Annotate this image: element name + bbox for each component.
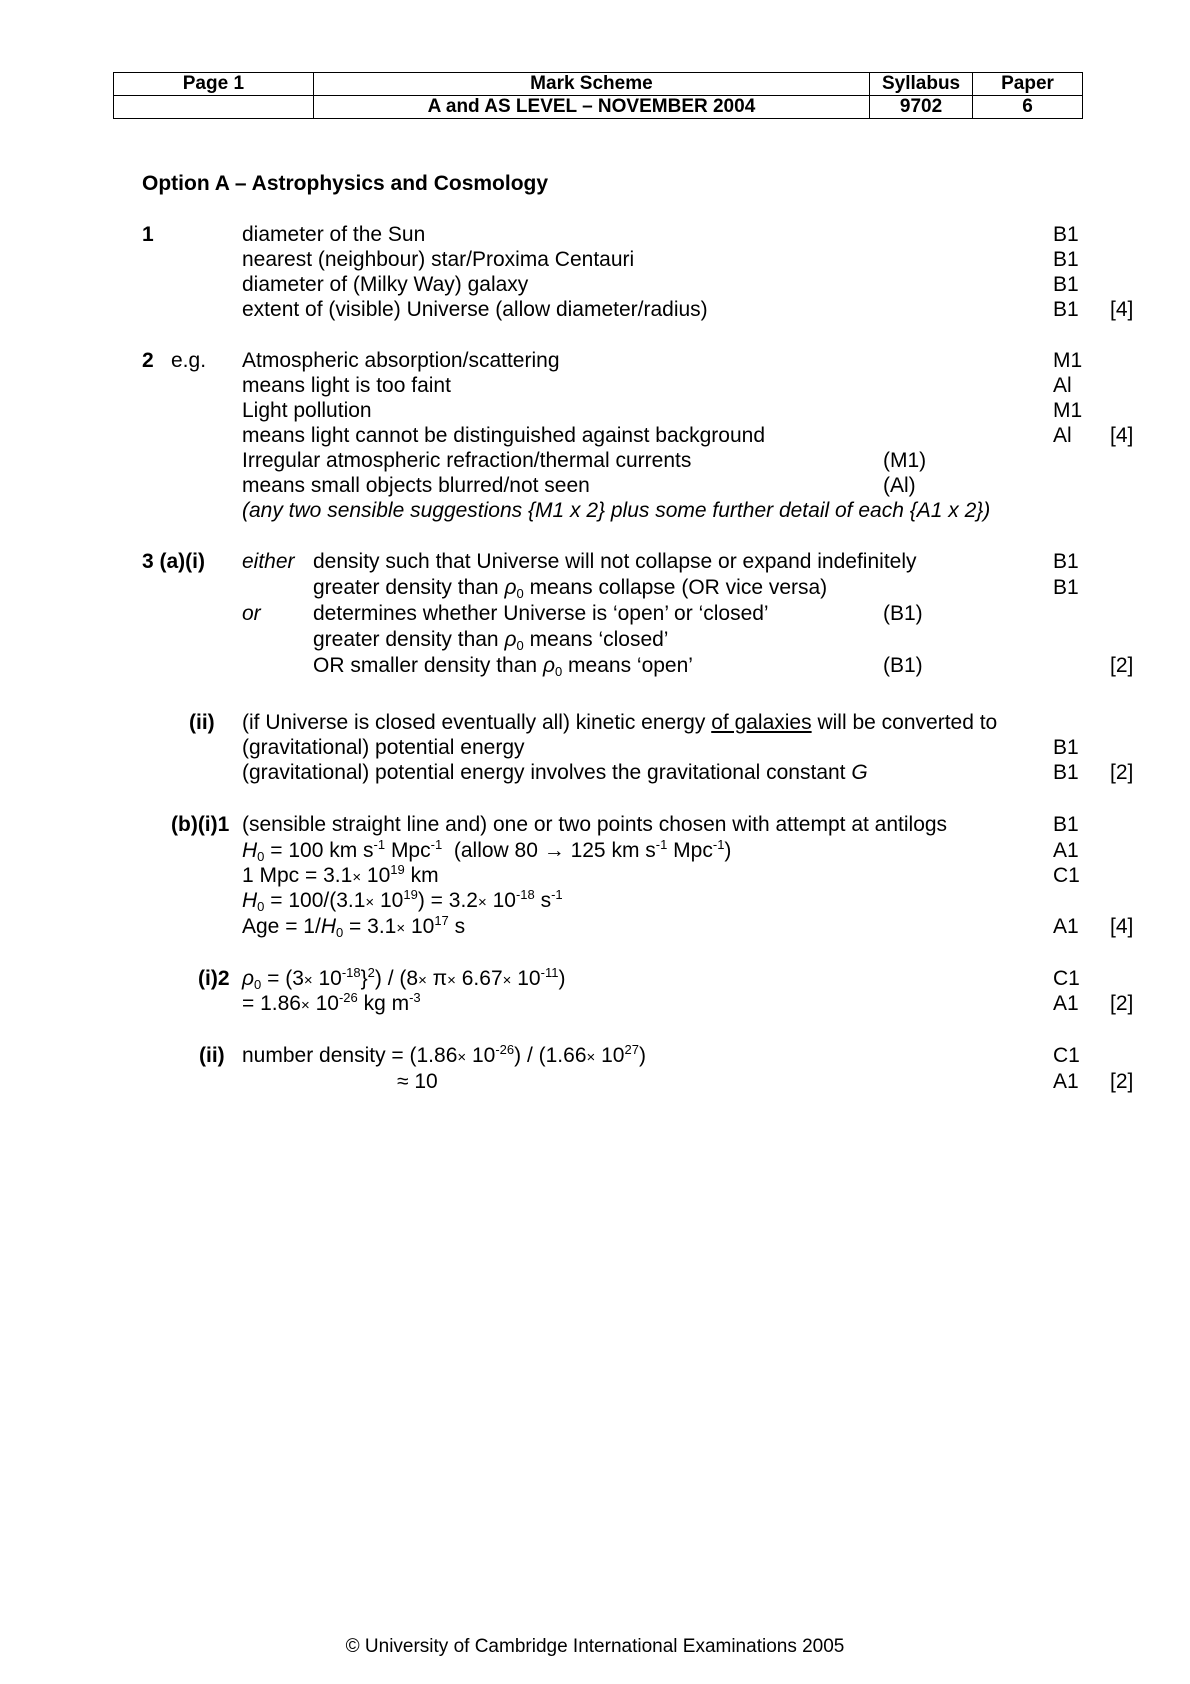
q2-mark: Al	[1053, 374, 1072, 397]
q3-mark: A1	[1053, 915, 1079, 938]
q3-total: [4]	[1110, 915, 1134, 938]
q3-a-line: greater density than $\rho_0$ means ‘closed’	[313, 628, 669, 653]
q3-e-line: ≈ 10	[397, 1070, 438, 1093]
q1-line: nearest (neighbour) star/Proxima Centauri	[242, 248, 635, 271]
q2-prefix: e.g.	[171, 349, 207, 372]
q2-mark: M1	[1053, 399, 1083, 422]
header-empty	[114, 96, 314, 119]
q3-bi2-label: (i)2	[198, 967, 230, 990]
q2-mark: Al	[1053, 424, 1072, 447]
q3-c-line: $H_0 = 100/(3.1\times 10^{19}) = 3.2\times 10^{-18}$ $s^{-1}$	[242, 887, 563, 914]
q1-mark: B1	[1053, 248, 1079, 271]
q2-number: 2	[142, 349, 154, 372]
q3-or: or	[242, 602, 261, 625]
header-syllabus-label: Syllabus	[870, 73, 973, 96]
q1-mark: B1	[1053, 298, 1079, 321]
q3-total: [2]	[1110, 654, 1134, 677]
q3-bii-label: (ii)	[199, 1044, 225, 1067]
q2-mark: M1	[1053, 349, 1083, 372]
header-table	[113, 72, 1083, 119]
q1-total: [4]	[1110, 298, 1134, 321]
header-title: Mark Scheme	[313, 73, 869, 96]
header-paper: 6	[973, 96, 1083, 119]
q3-mark: C1	[1053, 967, 1080, 990]
q2-note: (any two sensible suggestions {M1 x 2} plus some further detail of each {A1 x 2})	[242, 499, 991, 522]
header-subtitle: A and AS LEVEL – NOVEMBER 2004	[313, 96, 869, 119]
q3-mark: A1	[1053, 839, 1079, 862]
q2-total: [4]	[1110, 424, 1134, 447]
q2-line: Atmospheric absorption/scattering	[242, 349, 560, 372]
q3-c-line: 1 Mpc = $3.1\times 10^{19}$ km	[242, 862, 439, 887]
q3-bi1-label: (b)(i)1	[171, 813, 230, 836]
q3-total: [2]	[1110, 1070, 1134, 1093]
q3-b-line: (if Universe is closed eventually all) kinetic energy of galaxies will be converted to	[242, 711, 998, 734]
q3-total: [2]	[1110, 992, 1134, 1015]
q2-line: means small objects blurred/not seen	[242, 474, 590, 497]
q1-number: 1	[142, 223, 154, 246]
q3-e-line: number density = $(1.86\times 10^{-26}) / (1.66\times 10^{27})$	[242, 1042, 646, 1067]
q3-total: [2]	[1110, 761, 1134, 784]
q3-a-line: density such that Universe will not collapse or expand indefinitely	[313, 550, 917, 573]
q2-alt-mark: (M1)	[883, 449, 927, 472]
q1-line: diameter of the Sun	[242, 223, 426, 246]
q1-mark: B1	[1053, 223, 1079, 246]
q2-line: means light cannot be distinguished against background	[242, 424, 766, 447]
q3-alt-mark: (B1)	[883, 654, 923, 677]
q3-c-line: (sensible straight line and) one or two points chosen with attempt at antilogs	[242, 813, 948, 836]
q3-either: either	[242, 550, 295, 573]
header-page: Page 1	[114, 73, 314, 96]
header-syllabus: 9702	[870, 96, 973, 119]
section-title: Option A – Astrophysics and Cosmology	[142, 172, 549, 195]
q3-aii-label: (ii)	[189, 711, 215, 734]
q1-line: extent of (visible) Universe (allow diameter/radius)	[242, 298, 708, 321]
q2-alt-mark: (Al)	[883, 474, 916, 497]
q2-line: means light is too faint	[242, 374, 451, 397]
footer-copyright: © University of Cambridge International Examinations 2005	[345, 1636, 845, 1657]
q3-mark: B1	[1053, 736, 1079, 759]
q3-b-line: (gravitational) potential energy	[242, 736, 525, 759]
q3-c-line: $H_0 = 100$ km $s^{-1}$ Mpc$^{-1}$ (allow 80 → 125 km $s^{-1}$ Mpc$^{-1}$)	[242, 837, 732, 864]
q3-d-line: $\rho_0 = (3\times 10^{-18}\}^2) / (8\times \pi\times 6.67\times 10^{-11})$	[242, 965, 566, 992]
q3-c-line: Age = $1/H_0 = 3.1\times 10^{17}$ s	[242, 913, 466, 940]
q3-a-line: OR smaller density than $\rho_0$ means ‘open’	[313, 654, 693, 679]
q3-ai-label: 3 (a)(i)	[142, 550, 205, 573]
q3-mark: B1	[1053, 550, 1079, 573]
q3-mark: A1	[1053, 1070, 1079, 1093]
q1-line: diameter of (Milky Way) galaxy	[242, 273, 529, 296]
q3-alt-mark: (B1)	[883, 602, 923, 625]
q1-mark: B1	[1053, 273, 1079, 296]
q3-mark: A1	[1053, 992, 1079, 1015]
q3-b-line: (gravitational) potential energy involves the gravitational constant G	[242, 761, 868, 784]
q3-a-line: greater density than $\rho_0$ means collapse (OR vice versa)	[313, 576, 828, 601]
q3-mark: B1	[1053, 813, 1079, 836]
q3-mark: C1	[1053, 864, 1080, 887]
q2-line: Light pollution	[242, 399, 372, 422]
q3-mark: B1	[1053, 576, 1079, 599]
header-paper-label: Paper	[973, 73, 1083, 96]
q3-a-line: determines whether Universe is ‘open’ or ‘closed’	[313, 602, 769, 625]
q3-mark: B1	[1053, 761, 1079, 784]
q3-mark: C1	[1053, 1044, 1080, 1067]
q2-line: Irregular atmospheric refraction/thermal currents	[242, 449, 692, 472]
q3-d-line: = $1.86\times 10^{-26}$ kg $m^{-3}$	[242, 990, 421, 1015]
